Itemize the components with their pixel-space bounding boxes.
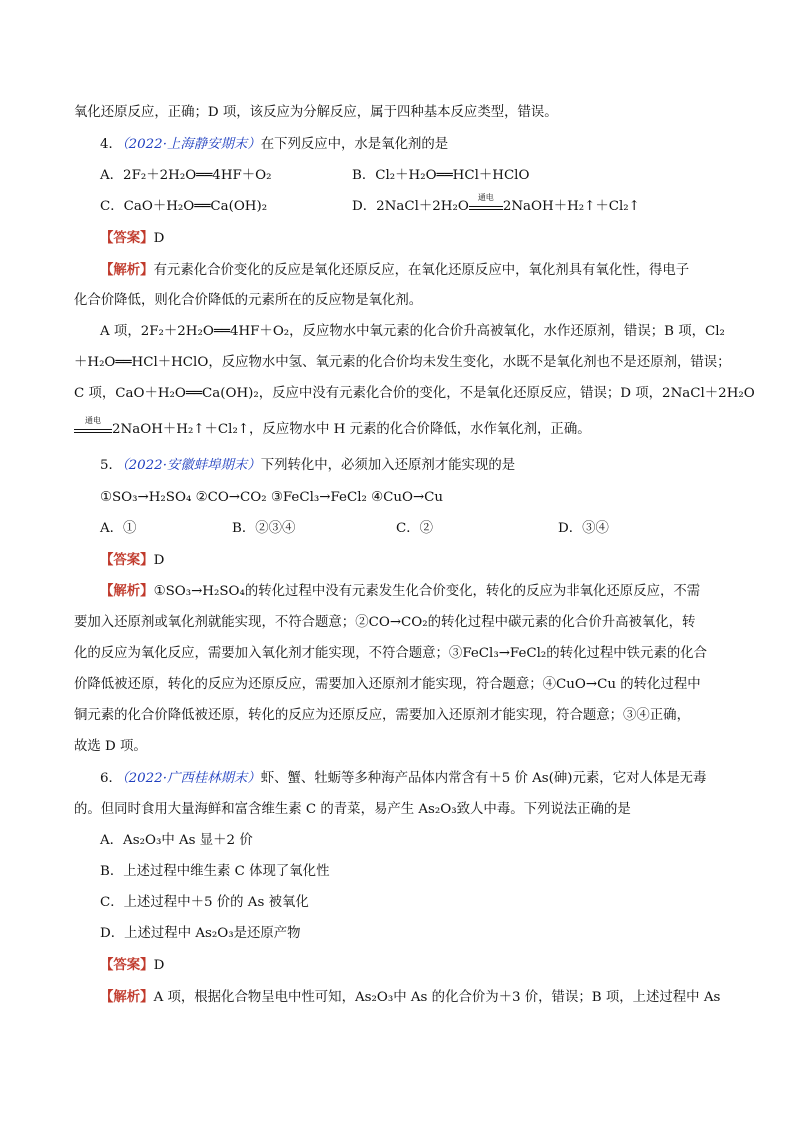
question-6-analysis: 【解析】A 项，根据化合物呈电中性可知，As₂O₃中 As 的化合价为＋3 价，错误；B 项，上述过程中 As <box>100 989 721 1005</box>
electrolysis-condition-sign: 通电 <box>469 198 503 210</box>
question-6-source: （2022·广西桂林期末） <box>121 771 261 786</box>
question-4-stem: 4．（2022·上海静安期末）在下列反应中，水是氧化剂的是 <box>100 137 449 152</box>
question-5-source: （2022·安徽蚌埠期末） <box>121 458 261 473</box>
question-5-option-c: C．② <box>396 521 434 536</box>
question-4-option-d: D．2NaCl＋2H₂O 通电 2NaOH＋H₂↑＋Cl₂↑ <box>352 193 640 214</box>
electrolysis-condition-sign: 通电 <box>74 421 112 433</box>
question-4-source: （2022·上海静安期末） <box>121 137 261 152</box>
previous-text-line: 氧化还原反应，正确；D 项，该反应为分解反应，属于四种基本反应类型，错误。 <box>74 105 558 120</box>
question-4-analysis: 【解析】有元素化合价变化的反应是氧化还原反应，在氧化还原反应中，氧化剂具有氧化性，得电子 <box>100 262 690 278</box>
question-5-analysis: 【解析】①SO₃→H₂SO₄的转化过程中没有元素发生化合价变化，转化的反应为非氧化还原反应，不需 <box>100 583 701 599</box>
question-5-option-a: A．① <box>100 521 137 536</box>
question-6-stem-line: 的。但同时食用大量海鲜和富含维生素 C 的青菜，易产生 As₂O₃致人中毒。下列说法正确的是 <box>74 802 631 817</box>
question-4-option-a: A．2F₂＋2H₂O══4HF＋O₂ <box>100 168 272 183</box>
question-5-analysis-line: 要加入还原剂或氧化剂就能实现，不符合题意；②CO→CO₂的转化过程中碳元素的化合价升高被氧化，转 <box>74 615 696 630</box>
question-5-answer: 【答案】D <box>100 552 165 568</box>
question-5-items: ①SO₃→H₂SO₄ ②CO→CO₂ ③FeCl₃→FeCl₂ ④CuO→Cu <box>100 490 444 505</box>
question-6-option-c: C．上述过程中＋5 价的 As 被氧化 <box>100 895 309 910</box>
question-4-answer: 【答案】D <box>100 230 165 246</box>
question-6-answer: 【答案】D <box>100 957 165 973</box>
question-4-analysis-line: 通电 2NaOH＋H₂↑＋Cl₂↑，反应物水中 H 元素的化合价降低，水作氧化剂，正确。 <box>74 420 591 440</box>
question-5-analysis-line: 铜元素的化合价降低被还原，转化的反应为还原反应，需要加入还原剂才能实现，符合题意；③④正确， <box>74 708 690 723</box>
question-6-option-b: B．上述过程中维生素 C 体现了氧化性 <box>100 864 330 879</box>
question-4-analysis-line: A 项，2F₂＋2H₂O══4HF＋O₂，反应物水中氧元素的化合价升高被氧化，水作还原剂，错误；B 项，Cl₂ <box>100 324 725 339</box>
question-5-analysis-line: 故选 D 项。 <box>74 739 147 754</box>
question-5-analysis-line: 化的反应为氧化反应，需要加入氧化剂才能实现，不符合题意；③FeCl₃→FeCl₂的转化过程中铁元素的化合 <box>74 646 707 661</box>
question-5-stem: 5．（2022·安徽蚌埠期末）下列转化中，必须加入还原剂才能实现的是 <box>100 458 516 473</box>
question-6-stem: 6．（2022·广西桂林期末）虾、蟹、牡蛎等多种海产品体内常含有＋5 价 As(砷)元素，它对人体是无毒 <box>100 771 707 786</box>
question-4-analysis-line: C 项，CaO＋H₂O══Ca(OH)₂，反应中没有元素化合价的变化，不是氧化还原反应，错误；D 项，2NaCl＋2H₂O <box>74 386 755 401</box>
question-6-option-d: D．上述过程中 As₂O₃是还原产物 <box>100 926 301 941</box>
question-4-analysis-line: ＋H₂O══HCl＋HClO，反应物水中氢、氧元素的化合价均未发生变化，水既不是氧化剂也不是还原剂，错误； <box>74 355 731 370</box>
question-6-option-a: A．As₂O₃中 As 显＋2 价 <box>100 833 253 848</box>
question-5-option-d: D．③④ <box>558 521 609 536</box>
question-4-option-c: C．CaO＋H₂O══Ca(OH)₂ <box>100 199 268 214</box>
question-4-analysis-line: 化合价降低，则化合价降低的元素所在的反应物是氧化剂。 <box>74 293 423 308</box>
question-4-option-b: B．Cl₂＋H₂O══HCl＋HClO <box>352 168 530 183</box>
question-5-analysis-line: 价降低被还原，转化的反应为还原反应，需要加入还原剂才能实现，符合题意；④CuO→Cu 的转化过程中 <box>74 677 701 692</box>
question-5-option-b: B．②③④ <box>232 521 296 536</box>
